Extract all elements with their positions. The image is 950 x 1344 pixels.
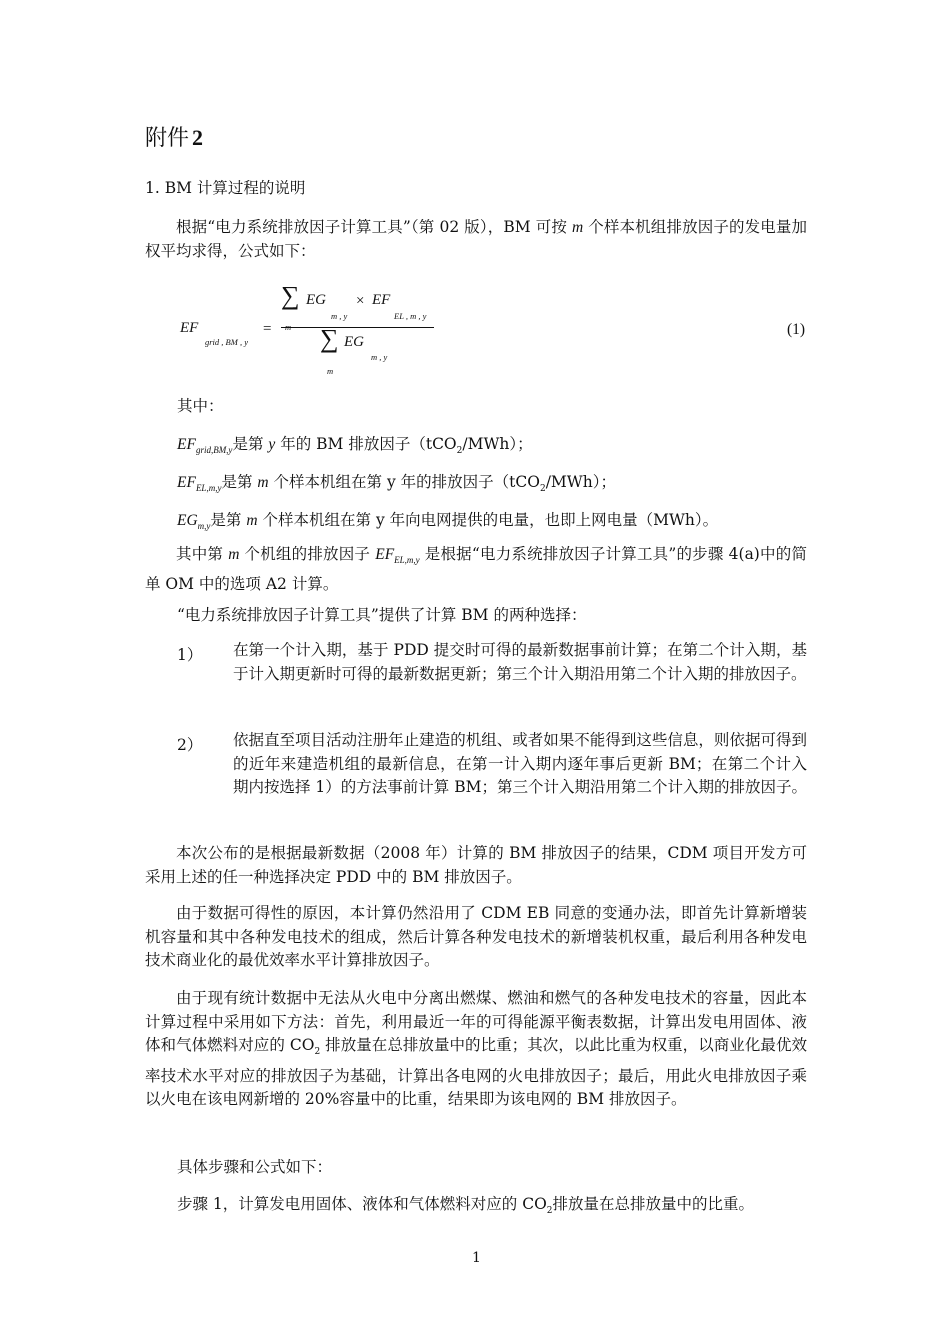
- intro-text-b: 个样本机组排放因子的发电量加权平均求得，公式如下：: [145, 218, 807, 260]
- def-subscript: grid,BM,y: [195, 445, 233, 455]
- def-subscript: EL,m,y: [195, 483, 222, 493]
- formula-eg-denominator: EG: [344, 334, 364, 350]
- formula-sum-numerator: ∑: [281, 281, 300, 310]
- co2-subscript: 2: [546, 1206, 553, 1216]
- def-symbol: EF: [177, 474, 196, 491]
- steps-intro: 具体步骤和公式如下：: [177, 1158, 333, 1176]
- list-item-1-number: 1）: [177, 646, 203, 664]
- om-text-b: 个机组的排放因子: [244, 545, 371, 563]
- step-1: [177, 1192, 754, 1216]
- fraction-bar: [281, 327, 434, 328]
- formula-number: (1): [787, 321, 806, 338]
- formula-sub-elmy: EL , m , y: [394, 311, 427, 321]
- formula-sub-my-denominator: m , y: [371, 352, 388, 362]
- list-item-1-text: 在第一个计入期，基于 PDD 提交时可得的最新数据事前计算；在第二个计入期，基于计入期更新时可得的最新数据更新；第三个计入期沿用第二个计入期的排放因子。: [233, 641, 807, 683]
- definition-ef-el: [177, 470, 616, 494]
- def-text: 个样本机组在第 y 年向电网提供的电量，也即上网电量（MWh）。: [262, 511, 719, 529]
- list-item-2-text: 依据直至项目活动注册年止建造的机组、或者如果不能得到这些信息，则依据可得到的近年来建造机组的最新信息，在第一计入期内逐年事后更新 BM；在第二个计入期内按选择 1）的方法事前计算 BM；第三个计入期沿用第二个计入期的排放因子。: [233, 731, 807, 796]
- intro-var-m: m: [572, 219, 584, 236]
- step-1-text-b: 排放量在总排放量中的比重。: [552, 1195, 755, 1213]
- formula-sum-denominator: ∑: [320, 324, 339, 353]
- formula-ef-numerator: EF: [372, 292, 391, 308]
- formula-eg-numerator: EG: [306, 292, 326, 308]
- page-number: 1: [472, 1250, 481, 1266]
- om-subscript: EL,m,y: [394, 555, 420, 565]
- method-text-b: 排放量在总排放量中的比重；其次，以此比重为权重，以商业化最优效率技术水平对应的排放因子为基础，计算出各电网的火电排放因子；最后，用此火电排放因子乘以火电在该电网新增的 20%容量中的比重，结果即为该电网的 BM 排放因子。: [145, 1036, 807, 1108]
- options-intro: “电力系统排放因子计算工具”提供了计算 BM 的两种选择：: [177, 606, 587, 624]
- om-var-m: m: [228, 546, 240, 563]
- formula-times: ×: [356, 293, 365, 309]
- def-symbol: EF: [177, 436, 196, 453]
- def-var: m: [257, 474, 269, 491]
- list-item-2-number: 2）: [177, 736, 203, 754]
- om-symbol: EF: [375, 546, 395, 563]
- annex-heading: [145, 121, 203, 152]
- def-text: 是第: [221, 473, 253, 491]
- co2-subscript: 2: [314, 1047, 321, 1057]
- def-var: y: [268, 436, 276, 453]
- om-text-a: 其中第: [176, 545, 224, 563]
- co2-subscript: 2: [456, 446, 463, 456]
- formula-lhs-ef: EF: [180, 320, 199, 336]
- intro-text-a: 根据“电力系统排放因子计算工具”（第 02 版），BM 可按: [176, 218, 567, 236]
- step-1-text-a: 步骤 1，计算发电用固体、液体和气体燃料对应的 CO: [177, 1195, 547, 1213]
- method-text-a: 由于现有统计数据中无法从火电中分离出燃煤、燃油和燃气的各种发电技术的容量，因此本计算过程中采用如下方法：首先，利用最近一年的可得能源平衡表数据，计算出发电用固体、液体和气体燃料对应的 CO: [145, 989, 807, 1054]
- definition-eg: [177, 508, 718, 531]
- formula-lhs-sub: grid , BM , y: [205, 337, 248, 347]
- def-subscript: m,y: [197, 521, 211, 531]
- def-text: 是第: [210, 511, 242, 529]
- intro-paragraph: [145, 216, 807, 263]
- def-text: 是第: [232, 435, 264, 453]
- formula-sub-my-numerator: m , y: [331, 311, 348, 321]
- data-paragraph: 由于数据可得性的原因，本计算仍然沿用了 CDM EB 同意的变通办法，即首先计算新增装机容量和其中各种发电技术的组成，然后计算各种发电技术的新增装机权重，最后利用各种发电技术商业化的最优效率水平计算排放因子。: [145, 904, 807, 969]
- def-symbol: EG: [177, 512, 198, 529]
- def-text: 个样本机组在第 y 年的排放因子（tCO: [273, 473, 540, 491]
- def-text: /MWh）；: [462, 435, 533, 453]
- formula-sub-m-denominator: m: [327, 366, 334, 376]
- formula-equals: =: [263, 321, 272, 337]
- om-paragraph: [145, 543, 807, 596]
- co2-subscript: 2: [539, 484, 546, 494]
- def-text: /MWh）；: [545, 473, 616, 491]
- annex-heading-number: 2: [192, 125, 204, 150]
- annex-heading-word: 附件: [145, 126, 190, 151]
- publish-paragraph: 本次公布的是根据最新数据（2008 年）计算的 BM 排放因子的结果，CDM 项目开发方可采用上述的任一种选择决定 PDD 中的 BM 排放因子。: [145, 844, 807, 886]
- om-text-c: 是根据“电力系统排放因子计算工具”的步骤 4(a)中的简单 OM 中的选项 A2 计算。: [145, 545, 807, 593]
- def-var: m: [246, 512, 258, 529]
- def-text: 年的 BM 排放因子（tCO: [280, 435, 457, 453]
- method-paragraph: [145, 987, 807, 1112]
- definition-ef-grid: [177, 432, 533, 456]
- section-title: 1. BM 计算过程的说明: [145, 179, 306, 197]
- where-label: 其中：: [177, 397, 224, 415]
- formula-sub-m-numerator: m: [285, 322, 292, 332]
